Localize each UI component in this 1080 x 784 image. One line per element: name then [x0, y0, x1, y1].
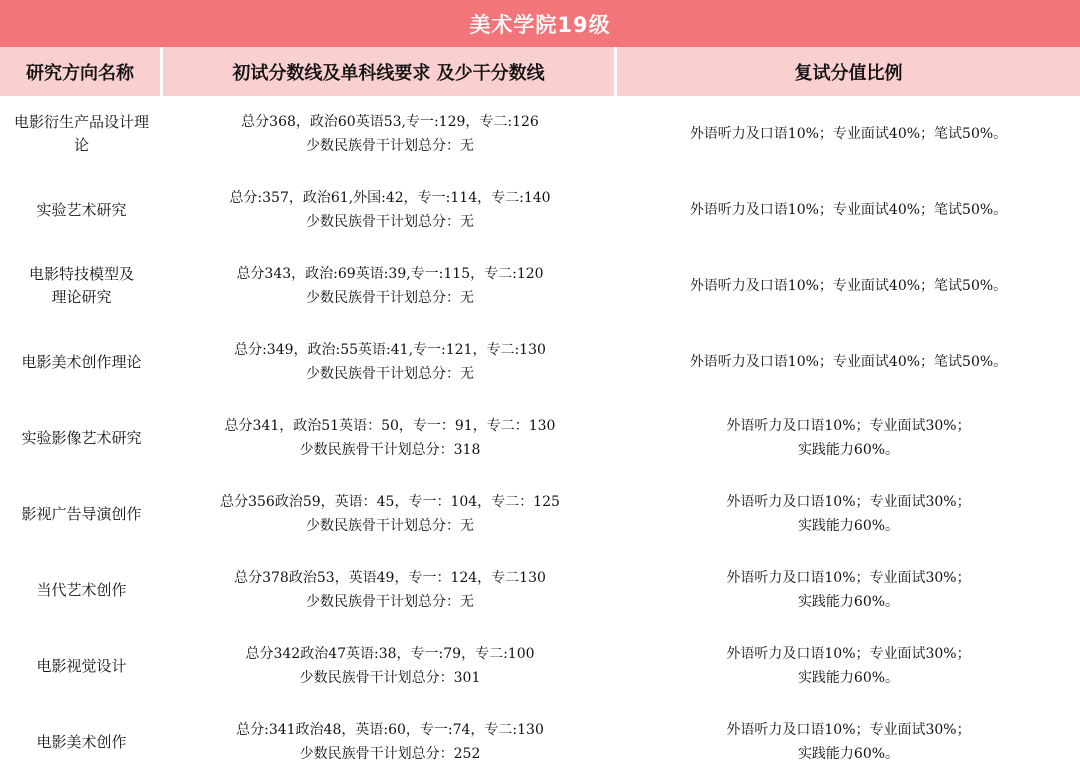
- research-direction-name-line: 实验艺术研究: [36, 200, 127, 219]
- retest-score-ratio: [617, 172, 1080, 248]
- research-direction-name: [0, 96, 163, 172]
- preliminary-score-lines-line: 总分341，政治51英语：50，专一：91，专二：130: [224, 418, 556, 434]
- table-row: [0, 248, 1080, 324]
- preliminary-score-lines: [163, 552, 617, 628]
- retest-score-ratio: [617, 248, 1080, 324]
- preliminary-score-lines-line: 少数民族骨干计划总分：318: [299, 442, 481, 458]
- preliminary-score-lines: [163, 324, 617, 400]
- research-direction-name: [0, 248, 163, 324]
- retest-score-ratio-line: 外语听力及口语10%；专业面试30%；: [726, 570, 971, 586]
- research-direction-name-line: 论: [73, 136, 89, 154]
- preliminary-score-lines-line: 总分368，政治60英语53,专一:129，专二:126: [241, 114, 539, 130]
- header-retest-score-ratio: 复试分值比例: [794, 62, 903, 84]
- retest-score-ratio-line: 外语听力及口语10%；专业面试40%；笔试50%。: [689, 202, 1008, 218]
- header-preliminary-score-lines: 初试分数线及单科线要求 及少干分数线: [163, 47, 617, 96]
- retest-score-ratio-line: 实践能力60%。: [797, 746, 900, 762]
- preliminary-score-lines-line: 少数民族骨干计划总分：无: [306, 138, 474, 154]
- preliminary-score-lines-line: 总分342政治47英语:38，专一:79，专二:100: [245, 646, 535, 662]
- table-row: [0, 172, 1080, 248]
- retest-score-ratio-line: 实践能力60%。: [797, 442, 900, 458]
- retest-score-ratio-line: 实践能力60%。: [797, 670, 900, 686]
- table-row: [0, 628, 1080, 704]
- preliminary-score-lines-line: 少数民族骨干计划总分：252: [299, 746, 481, 762]
- retest-score-ratio: [617, 704, 1080, 780]
- preliminary-score-lines-line: 少数民族骨干计划总分：无: [306, 518, 474, 534]
- table-row: [0, 324, 1080, 400]
- retest-score-ratio-line: 外语听力及口语10%；专业面试30%；: [726, 494, 971, 510]
- research-direction-name-line: 电影特技模型及: [28, 265, 134, 283]
- research-direction-name-line: 影视广告导演创作: [21, 504, 142, 523]
- research-direction-name: [0, 552, 163, 628]
- table-row: [0, 552, 1080, 628]
- research-direction-name-line: 实验影像艺术研究: [21, 428, 142, 447]
- research-direction-name-line: 理论研究: [51, 288, 112, 306]
- research-direction-name: [0, 704, 163, 780]
- retest-score-ratio: [617, 628, 1080, 704]
- preliminary-score-lines-line: 少数民族骨干计划总分：无: [306, 290, 474, 306]
- preliminary-score-lines-line: 总分:341政治48，英语:60，专一:74，专二:130: [236, 722, 544, 738]
- preliminary-score-lines-line: 总分:349，政治:55英语:41,专一:121，专二:130: [234, 342, 546, 358]
- research-direction-name: [0, 476, 163, 552]
- table-body: [0, 96, 1080, 780]
- retest-score-ratio-line: 实践能力60%。: [797, 518, 900, 534]
- table-row: [0, 704, 1080, 780]
- research-direction-name-line: 电影美术创作: [36, 732, 127, 751]
- retest-score-ratio: [617, 400, 1080, 476]
- retest-score-ratio-line: 外语听力及口语10%；专业面试30%；: [726, 418, 971, 434]
- research-direction-name: [0, 628, 163, 704]
- preliminary-score-lines-line: 少数民族骨干计划总分：无: [306, 214, 474, 230]
- preliminary-score-lines: [163, 476, 617, 552]
- research-direction-name-line: 电影衍生产品设计理: [13, 113, 149, 131]
- retest-score-ratio: [617, 552, 1080, 628]
- preliminary-score-lines-line: 总分378政治53，英语49，专一：124，专二130: [234, 570, 546, 586]
- preliminary-score-lines: [163, 96, 617, 172]
- preliminary-score-lines: [163, 248, 617, 324]
- preliminary-score-lines: [163, 704, 617, 780]
- research-direction-name-line: 电影视觉设计: [36, 656, 127, 675]
- preliminary-score-lines: [163, 628, 617, 704]
- preliminary-score-lines-line: 总分:357，政治61,外国:42，专一:114，专二:140: [229, 190, 551, 206]
- retest-score-ratio: [617, 96, 1080, 172]
- preliminary-score-lines-line: 少数民族骨干计划总分：无: [306, 594, 474, 610]
- preliminary-score-lines-line: 总分356政治59，英语：45，专一：104，专二：125: [220, 494, 560, 510]
- retest-score-ratio: [617, 476, 1080, 552]
- preliminary-score-lines: [163, 172, 617, 248]
- retest-score-ratio-line: 外语听力及口语10%；专业面试30%；: [726, 722, 971, 738]
- research-direction-name: [0, 324, 163, 400]
- retest-score-ratio: [617, 324, 1080, 400]
- preliminary-score-lines-line: 总分343，政治:69英语:39,专一:115，专二:120: [236, 266, 544, 282]
- retest-score-ratio-line: 外语听力及口语10%；专业面试40%；笔试50%。: [689, 278, 1008, 294]
- preliminary-score-lines-line: 少数民族骨干计划总分：无: [306, 366, 474, 382]
- retest-score-ratio-line: 实践能力60%。: [797, 594, 900, 610]
- research-direction-name-line: 当代艺术创作: [36, 580, 127, 599]
- retest-score-ratio-line: 外语听力及口语10%；专业面试40%；笔试50%。: [689, 126, 1008, 142]
- table-header-row: [0, 47, 1080, 96]
- retest-score-ratio-line: 外语听力及口语10%；专业面试40%；笔试50%。: [689, 354, 1008, 370]
- research-direction-name-line: 电影美术创作理论: [21, 352, 142, 371]
- table-title: 美术学院19级: [0, 0, 1080, 47]
- research-direction-name: [0, 172, 163, 248]
- retest-score-ratio-line: 外语听力及口语10%；专业面试30%；: [726, 646, 971, 662]
- table-row: [0, 96, 1080, 172]
- preliminary-score-lines-line: 少数民族骨干计划总分：301: [299, 670, 481, 686]
- table-row: [0, 476, 1080, 552]
- header-research-direction: 研究方向名称: [0, 47, 163, 96]
- table-row: [0, 400, 1080, 476]
- preliminary-score-lines: [163, 400, 617, 476]
- research-direction-name: [0, 400, 163, 476]
